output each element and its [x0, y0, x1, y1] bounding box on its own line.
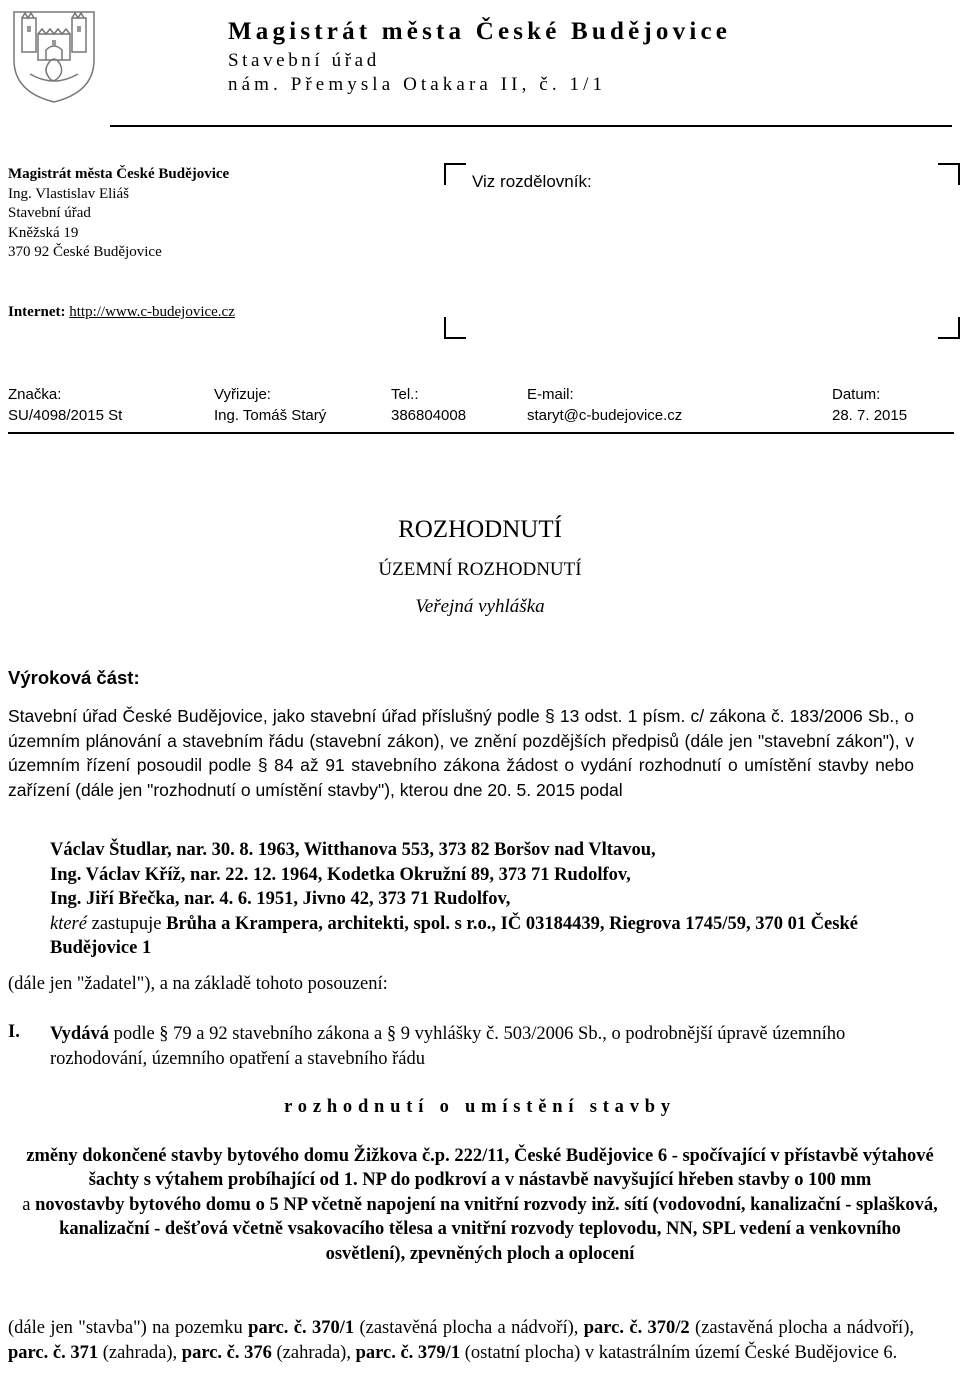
parcel-371: parc. č. 371 [8, 1342, 99, 1363]
ref-email-value: staryt@c-budejovice.cz [527, 407, 683, 424]
internet-link[interactable]: http://www.c-budejovice.cz [69, 304, 235, 320]
issue-text: podle § 79 a 92 stavebního zákona a § 9 vyhlášky č. 503/2006 Sb., o podrobnější úpravě územního rozhodování, územního opatření a stavebního řádu [50, 1024, 846, 1069]
ref-handler [214, 384, 326, 426]
city-coat-of-arms-icon [8, 4, 100, 104]
address-window-corner-tr [938, 163, 960, 185]
subject-block [20, 1144, 940, 1266]
subject-change: změny dokončené stavby bytového domu Žižkova č.p. 222/11, České Budějovice 6 - spočívající v přístavbě výtahové šachty s výtahem probíhající od 1. NP do podkroví a v nástavbě navyšující hřeben stavby o 100 mm [26, 1146, 934, 1191]
header-divider [110, 125, 952, 127]
parcel-376-use: (zahrada), [271, 1342, 356, 1363]
ref-email [527, 384, 682, 426]
representative-verb: zastupuje [86, 913, 167, 934]
parcel-370-1-use: (zastavěná plocha a nádvoří), [354, 1318, 584, 1338]
ref-email-label: E-mail: [527, 386, 574, 403]
applicant-2: Ing. Václav Kříž, nar. 22. 12. 1964, Kodetka Okružní 89, 373 71 Rudolfov, [50, 864, 631, 885]
sender-line-1: Magistrát města České Budějovice [8, 166, 230, 182]
decision-heading: rozhodnutí o umístění stavby [284, 1097, 676, 1117]
representative [50, 912, 910, 961]
section-number: I. [8, 1022, 20, 1042]
parcel-370-2-use: (zastavěná plocha a nádvoří), [689, 1318, 914, 1338]
parcels-paragraph [8, 1316, 914, 1365]
parcel-376: parc. č. 376 [181, 1342, 272, 1363]
internet-line [8, 304, 235, 321]
ref-phone [391, 384, 466, 426]
ref-handler-value: Ing. Tomáš Starý [214, 407, 327, 424]
issue-paragraph [50, 1022, 920, 1071]
parcel-379-1: parc. č. 379/1 [355, 1342, 461, 1363]
address-window-corner-bl [444, 317, 466, 339]
intro-paragraph: Stavební úřad České Budějovice, jako stavební úřad příslušný podle § 13 odst. 1 písm. c/ zákona č. 183/2006 Sb., o územním plánování a stavebním řádu (stavební zákon), ve znění pozdějších předpisů (dále jen "stavební zákon"), v územním řízení posoudil podle § 84 až 91 stavebního zákona žádost o vydání rozhodnutí o umístění stavby nebo zařízení (dále jen "rozhodnutí o umístění stavby"), kterou dne 20. 5. 2015 podal [8, 706, 914, 800]
office-title: Magistrát města České Budějovice [228, 18, 732, 45]
subject-new-building [20, 1193, 940, 1266]
representative-lead: které [50, 913, 87, 934]
sender-line-3: Stavební úřad [8, 205, 91, 222]
representative-firm: Brůha a Krampera, architekti, spol. s r.o., IČ 03184439, Riegrova 1745/59, 370 01 České Budějovice 1 [50, 913, 858, 959]
publication-note: Veřejná vyhláška [415, 596, 545, 617]
subject-new-lead: a [22, 1194, 36, 1215]
sender-line-4: Kněžská 19 [8, 224, 79, 241]
internet-label: Internet: [8, 304, 66, 320]
applicant-note: (dále jen "žadatel"), a na základě tohoto posouzení: [8, 974, 388, 994]
reference-divider [8, 432, 954, 434]
decision-title: ROZHODNUTÍ [398, 516, 562, 543]
verdict-heading: Výroková část: [8, 667, 140, 688]
sender-line-2: Ing. Vlastislav Eliáš [8, 185, 129, 202]
applicants-block [50, 838, 910, 961]
office-subtitle: Stavební úřad [228, 50, 380, 71]
decision-subtitle: ÚZEMNÍ ROZHODNUTÍ [378, 559, 582, 580]
ref-handler-label: Vyřizuje: [214, 386, 271, 403]
parcel-379-1-use: (ostatní plocha) v katastrálním území České Budějovice 6. [460, 1342, 898, 1363]
parcel-371-use: (zahrada), [98, 1342, 182, 1363]
ref-mark-value: SU/4098/2015 St [8, 407, 123, 424]
address-window-corner-br [938, 317, 960, 339]
parcels-lead: (dále jen "stavba") na pozemku [8, 1318, 249, 1338]
subject-new-text: novostavby bytového domu o 5 NP včetně napojení na vnitřní rozvody inž. sítí (vodovodní, kanalizační - splašková, kanalizační - dešťová včetně vsakovacího tělesa a vnitřní rozvody teplovodu, NN, SPL vedení a venkovního osvětlení), zpevněných ploch a oplocení [35, 1194, 938, 1264]
ref-phone-label: Tel.: [391, 386, 419, 403]
sender-line-5: 370 92 České Budějovice [8, 244, 162, 261]
parcel-370-2: parc. č. 370/2 [583, 1318, 690, 1338]
office-address: nám. Přemysla Otakara II, č. 1/1 [228, 74, 607, 95]
ref-phone-value: 386804008 [391, 407, 467, 424]
applicant-1: Václav Študlar, nar. 30. 8. 1963, Witthanova 553, 373 82 Boršov nad Vltavou, [50, 840, 656, 860]
applicant-3: Ing. Jiří Břečka, nar. 4. 6. 1951, Jivno 42, 373 71 Rudolfov, [50, 889, 511, 910]
sender-block [8, 165, 229, 263]
ref-mark-label: Značka: [8, 386, 62, 403]
recipient-text: Viz rozdělovník: [472, 172, 592, 191]
parcel-370-1: parc. č. 370/1 [248, 1318, 355, 1338]
address-window-corner-tl [444, 163, 466, 185]
ref-date-value: 28. 7. 2015 [832, 407, 908, 424]
ref-mark [8, 384, 122, 426]
ref-date [832, 384, 907, 426]
issue-verb: Vydává [50, 1024, 109, 1044]
ref-date-label: Datum: [832, 386, 881, 403]
